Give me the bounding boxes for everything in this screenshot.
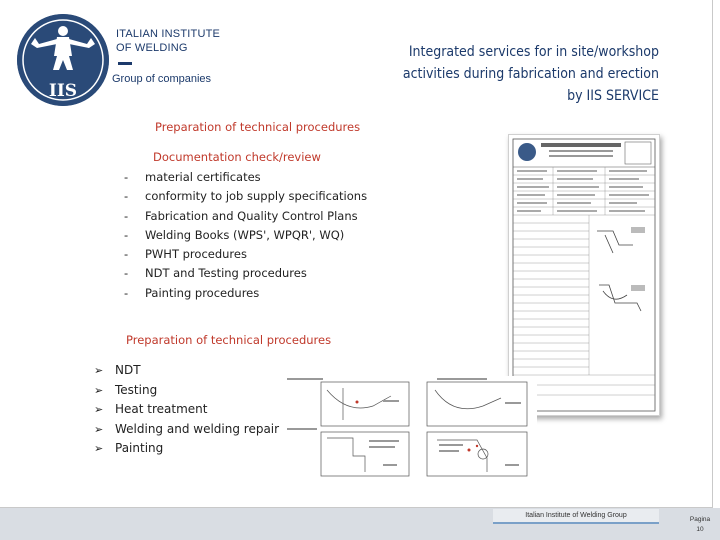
list-item: - NDT and Testing procedures (124, 266, 307, 281)
list-item: ➢ Painting (94, 439, 279, 459)
section1-subtitle: Documentation check/review (153, 150, 321, 164)
institute-name-line2: OF WELDING (116, 42, 188, 54)
documentation-list (118, 168, 367, 303)
list-item: ➢ Welding and welding repair (94, 420, 279, 440)
arrow-bullet-icon: ➢ (94, 442, 104, 455)
procedure-sheet-image (508, 134, 660, 416)
section2-title: Preparation of technical procedures (126, 333, 332, 347)
group-label: Group of companies (112, 73, 212, 85)
list-item: - PWHT procedures (124, 247, 247, 262)
procedures-list (94, 361, 279, 459)
list-item: - material certificates (124, 170, 261, 184)
footer-company: Italian Institute of Welding Group (493, 509, 659, 524)
arrow-bullet-icon: ➢ (94, 422, 104, 436)
title-rule (118, 62, 132, 65)
section1-title: Preparation of technical procedures (155, 120, 361, 134)
page-label: Pagina (689, 516, 711, 523)
list-item: - Welding Books (WPS', WPQR', WQ) (124, 227, 345, 242)
iis-logo (17, 14, 109, 106)
slide-headline (369, 41, 659, 107)
weld-repair-sketches-image (287, 376, 537, 482)
arrow-bullet-icon: ➢ (94, 364, 104, 377)
headline-line3: by IIS SERVICE (567, 88, 659, 104)
list-item: - Fabrication and Quality Control Plans (124, 208, 358, 223)
list-item: - conformity to job supply specifications (124, 189, 368, 204)
headline-line2: activities during fabrication and erection (402, 66, 659, 82)
list-item: ➢ Heat treatment (94, 400, 279, 420)
list-item: ➢ NDT (94, 361, 279, 381)
arrow-bullet-icon: ➢ (94, 383, 104, 397)
institute-name (116, 27, 220, 55)
list-item: ➢ Testing (94, 381, 279, 401)
page-number (681, 515, 719, 535)
page-value: 10 (696, 526, 704, 533)
institute-name-line1: ITALIAN INSTITUTE (116, 28, 221, 40)
svg-text:IIS: IIS (48, 81, 78, 101)
list-item: - Painting procedures (124, 285, 260, 300)
headline-line1: Integrated services for in site/workshop (408, 44, 659, 60)
arrow-bullet-icon: ➢ (94, 403, 104, 416)
